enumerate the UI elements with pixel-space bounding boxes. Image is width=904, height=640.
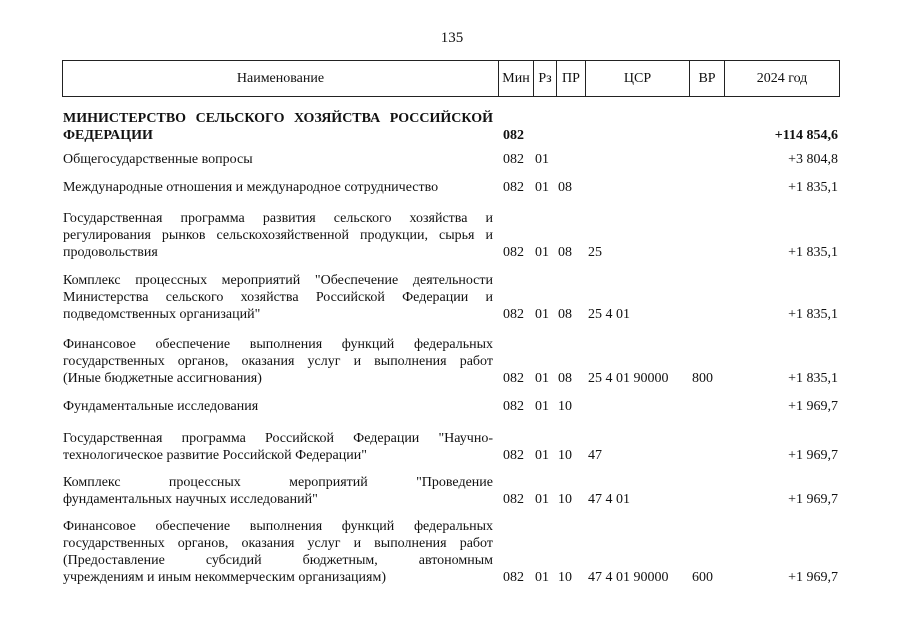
row-name-line: государственных органов, оказания услуг и выполнения работ	[63, 536, 493, 551]
row-name-line: Комплекс процессных мероприятий "Обеспечение деятельности	[63, 273, 493, 288]
page-number: 135	[440, 30, 464, 46]
row-name	[63, 518, 493, 586]
row-min: 082	[503, 570, 524, 585]
header-name: Наименование	[236, 71, 325, 86]
row-sum: +3 804,8	[788, 152, 838, 167]
row-name-line: учреждениям и иным некоммерческим организациям)	[63, 570, 387, 585]
header-min: Мин	[498, 61, 533, 96]
row-name	[63, 210, 493, 261]
row-name-line: Фундаментальные исследования	[63, 399, 259, 414]
row-csr: 25 4 01 90000	[588, 371, 669, 386]
row-name-line: Международные отношения и международное сотрудничество	[63, 180, 439, 195]
row-name-line: (Иные бюджетные ассигнования)	[63, 371, 262, 386]
row-rz: 01	[535, 448, 549, 463]
row-sum: +1 835,1	[788, 371, 838, 386]
row-min: 082	[503, 128, 524, 143]
row-name-line: технологическое развитие Российской Федерации"	[63, 448, 367, 463]
row-name-line: Государственная программа развития сельского хозяйства и	[63, 211, 493, 226]
row-name	[63, 336, 493, 387]
row-name-line: Финансовое обеспечение выполнения функций федеральных	[63, 337, 493, 352]
row-sum: +1 969,7	[788, 399, 838, 414]
row-name	[63, 272, 493, 323]
row-min: 082	[503, 448, 524, 463]
row-pr: 08	[558, 371, 572, 386]
row-sum: +1 969,7	[788, 492, 838, 507]
row-rz: 01	[535, 399, 549, 414]
row-rz: 01	[535, 180, 549, 195]
row-min: 082	[503, 180, 524, 195]
row-pr: 10	[558, 492, 572, 507]
row-rz: 01	[535, 570, 549, 585]
row-name-line: фундаментальных научных исследований"	[63, 492, 318, 507]
row-sum: +1 969,7	[788, 448, 838, 463]
header-year: 2024 год	[724, 61, 839, 96]
row-name-line: МИНИСТЕРСТВО СЕЛЬСКОГО ХОЗЯЙСТВА РОССИЙСКОЙ	[63, 111, 493, 126]
header-csr: ЦСР	[585, 61, 689, 96]
table-header	[62, 60, 840, 97]
row-sum: +114 854,6	[774, 128, 838, 143]
row-min: 082	[503, 371, 524, 386]
row-sum: +1 835,1	[788, 180, 838, 195]
row-rz: 01	[535, 307, 549, 322]
row-name-line: Комплекс процессных мероприятий "Проведение	[63, 475, 493, 490]
row-sum: +1 969,7	[788, 570, 838, 585]
row-csr: 47	[588, 448, 602, 463]
row-pr: 08	[558, 307, 572, 322]
row-csr: 25	[588, 245, 602, 260]
row-name-line: Финансовое обеспечение выполнения функций федеральных	[63, 519, 493, 534]
row-name	[63, 430, 493, 464]
row-name-line: (Предоставление субсидий бюджетным, автономным	[63, 553, 493, 568]
row-rz: 01	[535, 492, 549, 507]
row-name-line: ФЕДЕРАЦИИ	[63, 128, 153, 143]
row-name	[63, 474, 493, 508]
row-name-line: подведомственных организаций"	[63, 307, 261, 322]
row-min: 082	[503, 492, 524, 507]
row-min: 082	[503, 307, 524, 322]
row-pr: 08	[558, 180, 572, 195]
row-rz: 01	[535, 245, 549, 260]
row-name-line: Министерства сельского хозяйства Российской Федерации и	[63, 290, 493, 305]
row-min: 082	[503, 152, 524, 167]
row-csr: 47 4 01 90000	[588, 570, 669, 585]
row-pr: 08	[558, 245, 572, 260]
row-name	[63, 179, 493, 196]
header-pr: ПР	[556, 61, 585, 96]
row-name	[63, 110, 493, 144]
row-name-line: регулирования рынков сельскохозяйственной продукции, сырья и	[63, 228, 493, 243]
row-name-line: Общегосударственные вопросы	[63, 152, 253, 167]
row-name-line: государственных органов, оказания услуг и выполнения работ	[63, 354, 493, 369]
header-rz: Рз	[533, 61, 556, 96]
row-rz: 01	[535, 371, 549, 386]
row-name-line: Государственная программа Российской Федерации "Научно-	[63, 431, 493, 446]
row-vr: 800	[692, 371, 713, 386]
row-vr: 600	[692, 570, 713, 585]
row-min: 082	[503, 399, 524, 414]
header-vr: ВР	[689, 61, 724, 96]
row-name-line: продовольствия	[63, 245, 158, 260]
row-name	[63, 398, 493, 415]
row-rz: 01	[535, 152, 549, 167]
row-sum: +1 835,1	[788, 307, 838, 322]
row-min: 082	[503, 245, 524, 260]
row-csr: 47 4 01	[588, 492, 630, 507]
row-name	[63, 151, 493, 168]
row-pr: 10	[558, 570, 572, 585]
row-pr: 10	[558, 448, 572, 463]
row-csr: 25 4 01	[588, 307, 630, 322]
row-sum: +1 835,1	[788, 245, 838, 260]
row-pr: 10	[558, 399, 572, 414]
